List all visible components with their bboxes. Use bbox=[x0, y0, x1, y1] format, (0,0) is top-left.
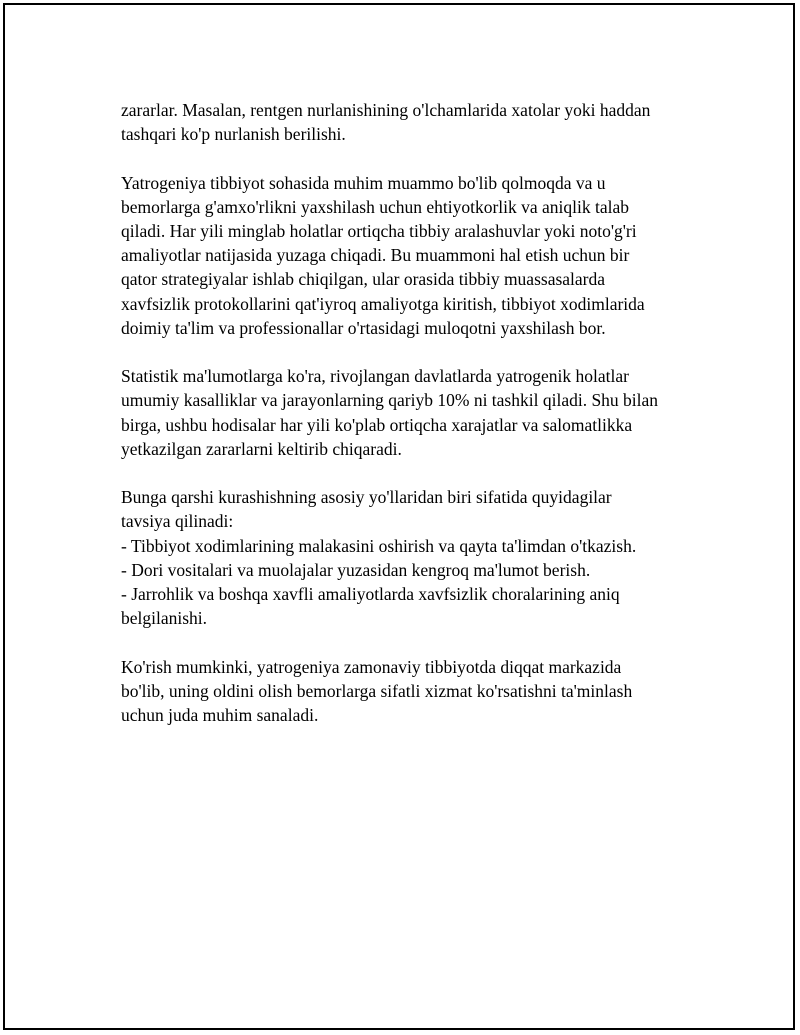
document-body bbox=[121, 98, 711, 751]
paragraph-statistics: Statistik ma'lumotlarga ko'ra, rivojlangan davlatlarda yatrogenik holatlar umumiy kasalliklar va jarayonlarning qariyb 10% ni tashkil qiladi. Shu bilan birga, ushbu hodisalar har yili ko'plab ortiqcha xarajatlar va salomatlikka yetkazilgan zararlarni keltirib chiqaradi. bbox=[121, 366, 659, 459]
paragraph-iatrogeny-problem: Yatrogeniya tibbiyot sohasida muhim muammo bo'lib qolmoqda va u bemorlarga g'amxo'rlikni yaxshilash uchun ehtiyotkorlik va aniqlik talab qiladi. Har yili minglab holatlar ortiqcha tibbiy aralashuvlar yoki noto'g'ri amaliyotlar natijasida yuzaga chiqadi. Bu muammoni hal etish uchun bir qator strategiyalar ishlab chiqilgan, ular orasida tibbiy muassasalarda xavfsizlik protokollarini qat'iyroq amaliyotga kiritish, tibbiyot xodimlarida doimiy ta'lim va professionallar o'rtasidagi muloqotni yaxshilash bor. bbox=[121, 172, 645, 338]
paragraph-conclusion: Ko'rish mumkinki, yatrogeniya zamonaviy tibbiyotda diqqat markazida bo'lib, uning oldini olish bemorlarga sifatli xizmat ko'rsatishni ta'minlash uchun juda muhim sanaladi. bbox=[121, 656, 633, 726]
page-border bbox=[3, 3, 795, 1030]
paragraph-recommendations: Bunga qarshi kurashishning asosiy yo'llaridan biri sifatida quyidagilar tavsiya qilinadi: - Tibbiyot xodimlarining malakasini oshirish va qayta ta'limdan o'tkazish. - Dori vositalari va muolajalar yuzasidan kengroq ma'lumot berish. - Jarrohlik va boshqa xavfli amaliyotlarda xavfsizlik choralarining aniq belgilanishi. bbox=[121, 487, 637, 629]
paragraph-continuation: zararlar. Masalan, rentgen nurlanishining o'lchamlarida xatolar yoki haddan tashqari ko'p nurlanish berilishi. bbox=[121, 100, 651, 145]
